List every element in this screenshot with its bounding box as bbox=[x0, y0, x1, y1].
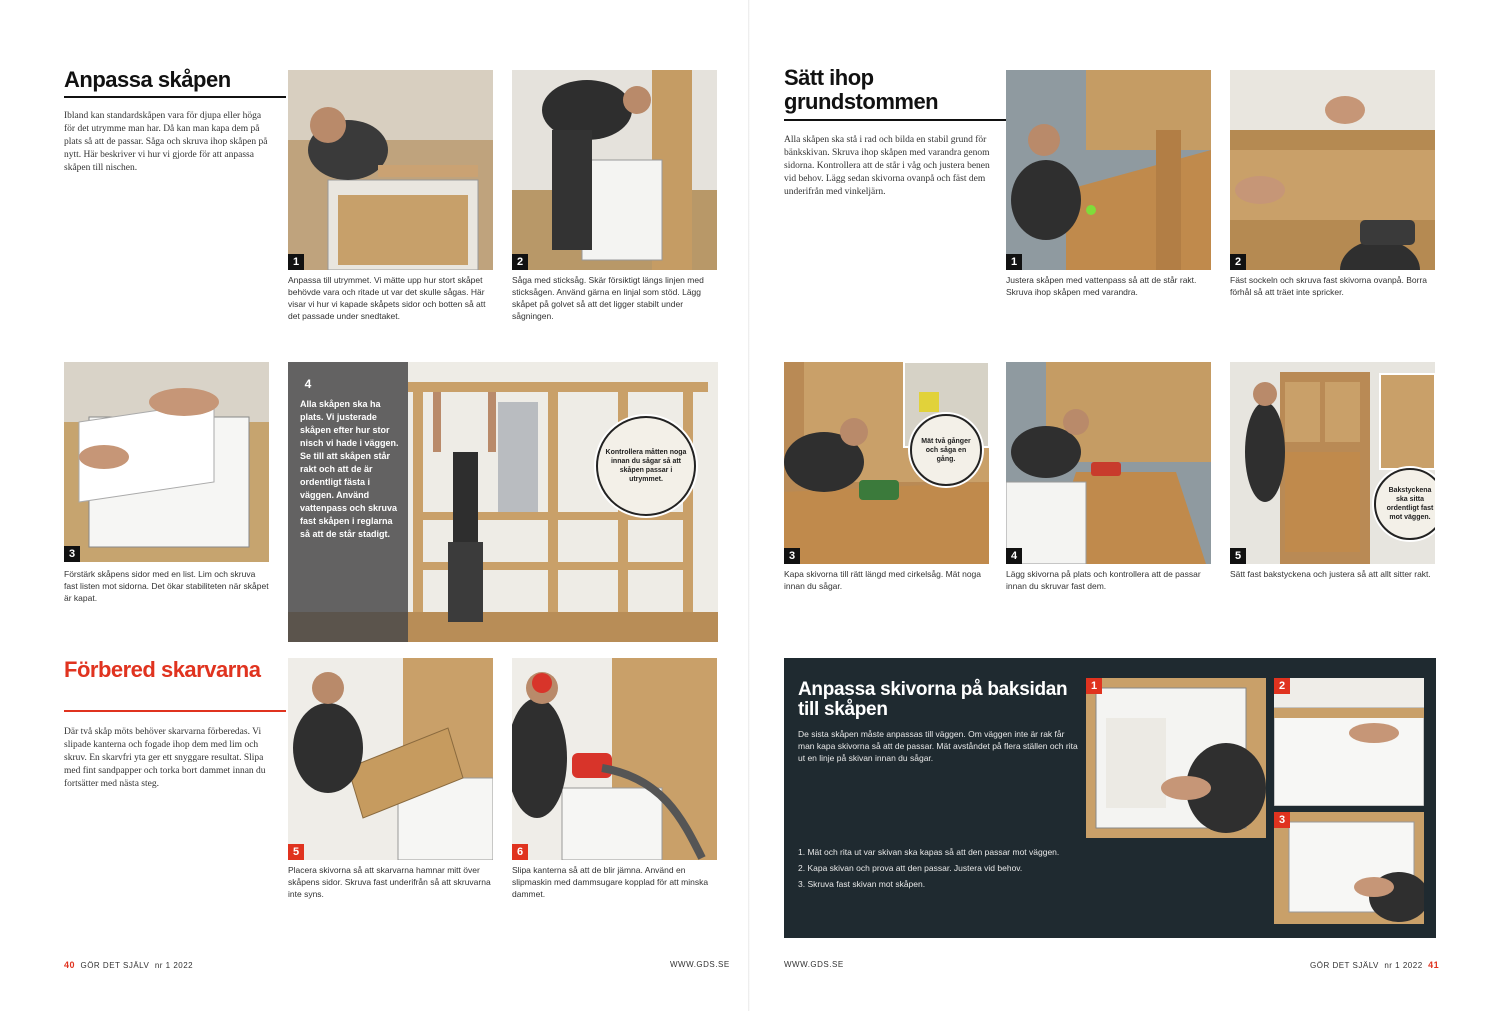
photo-caption-6: Slipa kanterna så att de blir jämna. Använd en slipmaskin med dammsugare kopplad för att minska dammet. bbox=[512, 865, 709, 899]
photo-caption-3: Förstärk skåpens sidor med en list. Lim och skruva fast listen mot sidorna. Det ökar stabiliteten när skåpet är kapat. bbox=[64, 569, 269, 603]
title-rule bbox=[784, 119, 1008, 121]
photo-overlay-text: Alla skåpen ska ha plats. Vi justerade skåpen efter hur stor nisch vi hade i väggen. Se till att skåpen står rakt och att de är ordentligt fästa i väggen. Använd vattenpass och skruva fast skåpen i reglarna så att de står stadigt. bbox=[300, 399, 399, 539]
photo-caption-5: Sätt fast bakstyckena och justera så att allt sitter rakt. bbox=[1230, 569, 1431, 579]
info-box-step-1: 1. Mät och rita ut var skivan ska kapas så att den passar mot väggen. bbox=[798, 847, 1060, 857]
info-box-steps bbox=[798, 846, 1218, 894]
photo-caption-4: Lägg skivorna på plats och kontrollera att de passar innan du skruvar fast dem. bbox=[1006, 569, 1201, 591]
section-body-text: Ibland kan standardskåpen vara för djupa eller höga för det utrymme man har. Då kan man kapa dem på plats så att de passar. Såga och skruva ihop skåpen på nytt. Här beskriver vi hur vi gjorde för att anpassa skåpen till nischen. bbox=[64, 111, 268, 173]
page-number: 41 bbox=[1428, 960, 1440, 970]
magazine-name: GÖR DET SJÄLV bbox=[1310, 961, 1379, 970]
info-box-step-2: 2. Kapa skivan och prova att den passar. Justera vid behov. bbox=[798, 863, 1023, 873]
magazine-name: GÖR DET SJÄLV bbox=[80, 961, 150, 970]
photo-caption-2: Fäst sockeln och skruva fast skivorna ovanpå. Borra förhål så att träet inte spricker. bbox=[1230, 275, 1428, 297]
photo-step-2 bbox=[1230, 70, 1435, 270]
tip-bubble: Kontrollera måtten noga innan du sågar så att skåpen passar i utrymmet. bbox=[596, 416, 696, 516]
photo-caption-5: Placera skivorna så att skarvarna hamnar mitt över skåpens sidor. Skruva fast underifrån så att skruvarna inte syns. bbox=[288, 865, 491, 899]
photo-step-2 bbox=[512, 70, 717, 270]
info-box-step-3: 3. Skruva fast skivan mot skåpen. bbox=[798, 879, 926, 889]
photo-step-5 bbox=[1230, 362, 1435, 564]
photo-step-1 bbox=[288, 70, 493, 270]
step-number-badge: 5 bbox=[1230, 548, 1246, 564]
web-address: WWW.GDS.SE bbox=[784, 960, 844, 969]
photo-step-4-large bbox=[288, 362, 718, 642]
info-box-photo-2 bbox=[1274, 678, 1424, 806]
page-number: 40 bbox=[64, 960, 76, 970]
step-number-badge: 1 bbox=[1086, 678, 1102, 694]
photo-step-3 bbox=[784, 362, 989, 564]
info-box bbox=[784, 658, 1436, 938]
section-body-text: Där två skåp möts behöver skarvarna förberedas. Vi slipade kanterna och fogade ihop dem med lim och skruv. En skarvfri yta ger ett snyggare resultat. Slipa med fint sandpapper och torka bort dammet innan du fortsätter med nästa steg. bbox=[64, 727, 266, 789]
step-number-badge: 2 bbox=[1274, 678, 1290, 694]
step-number-badge: 4 bbox=[304, 377, 312, 391]
step-number-badge: 2 bbox=[512, 254, 528, 270]
title-rule bbox=[64, 710, 286, 712]
step-number-badge: 5 bbox=[288, 844, 304, 860]
step-number-badge: 3 bbox=[1274, 812, 1290, 828]
tip-bubble: Mät två gånger och såga en gång. bbox=[910, 414, 982, 486]
right-page bbox=[750, 0, 1500, 1011]
step-number-badge: 3 bbox=[64, 546, 80, 562]
step-number-badge: 4 bbox=[1006, 548, 1022, 564]
photo-step-6 bbox=[512, 658, 717, 860]
step-number-badge: 1 bbox=[1006, 254, 1022, 270]
step-number-badge: 3 bbox=[784, 548, 800, 564]
issue-label: nr 1 2022 bbox=[1384, 961, 1423, 970]
photo-step-1 bbox=[1006, 70, 1211, 270]
tip-bubble: Bakstyckena ska sitta ordentligt fast mot väggen. bbox=[1374, 468, 1435, 540]
title-rule bbox=[64, 96, 286, 98]
section-body-text: Alla skåpen ska stå i rad och bilda en stabil grund för bänkskivan. Skruva ihop skåpen med varandra genom sidorna. Kontrollera att de står i våg och justera benen vid behov. Lägg sedan skivorna ovanpå och fäst dem underifrån med vinkeljärn. bbox=[784, 135, 990, 197]
info-box-photo-1 bbox=[1086, 678, 1266, 838]
photo-caption-2: Såga med sticksåg. Skär försiktigt längs linjen med sticksågen. Använd gärna en linjal som stöd. Lägg skåpet på golvet så att det ligger stabilt under sågningen. bbox=[512, 275, 704, 321]
photo-caption-1: Anpassa till utrymmet. Vi mätte upp hur stort skåpet behövde vara och ritade ut var det skulle sågas. Här visar vi hur vi kapade skåpets sidor och botten så att det passade under snedtaket. bbox=[288, 275, 486, 321]
web-address: WWW.GDS.SE bbox=[670, 960, 730, 969]
info-box-title: Anpassa skivorna på baksidan till skåpen bbox=[798, 679, 1068, 720]
section-title-assemble-frame: Sätt ihop grundstommen bbox=[784, 65, 939, 114]
photo-caption-3: Kapa skivorna till rätt längd med cirkelsåg. Mät noga innan du sågar. bbox=[784, 569, 982, 591]
step-number-badge: 2 bbox=[1230, 254, 1246, 270]
photo-step-4 bbox=[1006, 362, 1211, 564]
info-box-body: De sista skåpen måste anpassas till väggen. Om väggen inte är rak får man kapa skivorna så att de passar. Mät avståndet på flera ställen och rita ut en linje på skivan innan du sågar. bbox=[798, 729, 1078, 763]
photo-caption-1: Justera skåpen med vattenpass så att de står rakt. Skruva ihop skåpen med varandra. bbox=[1006, 275, 1197, 297]
issue-label: nr 1 2022 bbox=[154, 961, 194, 970]
page-footer bbox=[1310, 960, 1439, 970]
photo-step-5 bbox=[288, 658, 493, 860]
section-title-prepare-joints: Förbered skarvarna bbox=[64, 657, 261, 682]
step-number-badge: 1 bbox=[288, 254, 304, 270]
page-footer bbox=[64, 960, 193, 970]
step-number-badge: 6 bbox=[512, 844, 528, 860]
photo-step-3 bbox=[64, 362, 269, 562]
info-box-photo-3 bbox=[1274, 812, 1424, 924]
section-title-adjust-cabinets: Anpassa skåpen bbox=[64, 67, 231, 92]
